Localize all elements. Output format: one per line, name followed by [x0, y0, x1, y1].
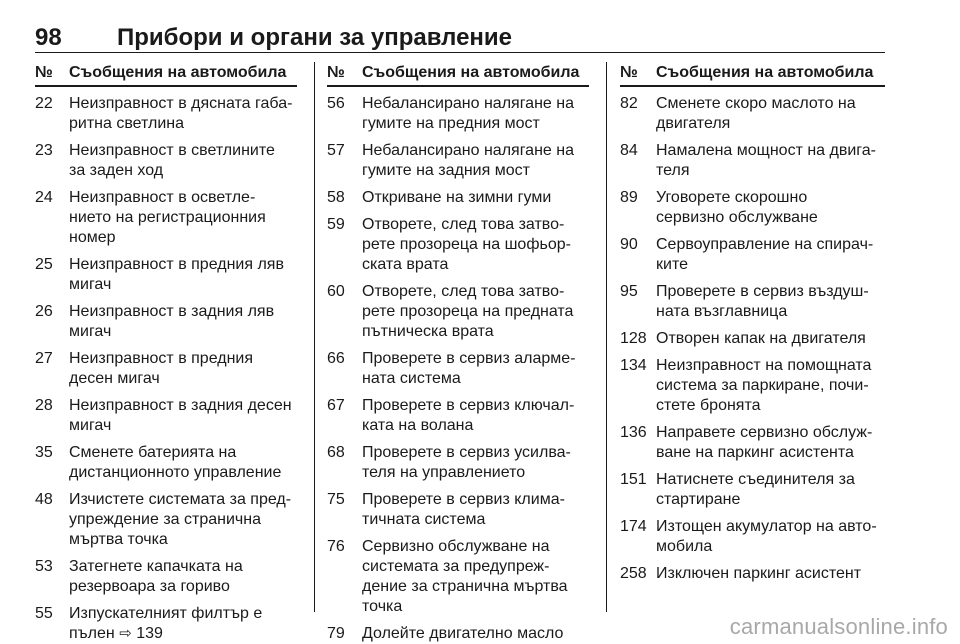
column-divider — [606, 62, 607, 612]
table-row — [35, 557, 297, 597]
page-number: 98 — [35, 24, 62, 51]
table-row — [35, 94, 297, 134]
message-table-column-3 — [620, 62, 885, 584]
table-row — [620, 282, 885, 322]
message-number: 22 — [35, 95, 53, 112]
message-text: Проверете в сервиз ключал- ката на волана — [362, 397, 575, 434]
table-row — [35, 302, 297, 342]
message-number: 151 — [620, 471, 647, 488]
header-title-label: Съобщения на автомобила — [362, 64, 580, 81]
header-title-label: Съобщения на автомобила — [656, 64, 874, 81]
header-number-label: № — [327, 64, 345, 81]
table-row — [35, 188, 297, 248]
message-text: Проверете в сервиз усилва- теля на управлението — [362, 444, 571, 481]
message-number: 90 — [620, 236, 638, 253]
message-text: Долейте двигателно масло — [362, 625, 564, 642]
table-row — [35, 443, 297, 483]
column-divider — [314, 62, 315, 612]
table-row — [620, 329, 885, 349]
message-table-column-2 — [327, 62, 589, 644]
message-number: 28 — [35, 397, 53, 414]
table-row — [620, 235, 885, 275]
message-text: Направете сервизно обслуж- ване на паркинг асистента — [656, 424, 873, 461]
message-text: Изключен паркинг асистент — [656, 565, 862, 582]
message-text: Натиснете съединителя за стартиране — [656, 471, 855, 508]
message-text: Неизправност в задния ляв мигач — [69, 303, 275, 340]
message-number: 68 — [327, 444, 345, 461]
message-text: Сервоуправление на спирач- ките — [656, 236, 874, 273]
message-text: Затегнете капачката на резервоара за гориво — [69, 558, 243, 595]
table-row — [620, 470, 885, 510]
message-text: Неизправност на помощната система за паркиране, почи- стете бронята — [656, 357, 872, 414]
message-number: 24 — [35, 189, 53, 206]
header-title-label: Съобщения на автомобила — [69, 64, 287, 81]
table-row — [327, 215, 589, 275]
message-number: 25 — [35, 256, 53, 273]
message-text: Неизправност в предния ляв мигач — [69, 256, 284, 293]
message-number: 67 — [327, 397, 345, 414]
header-number-label: № — [620, 64, 638, 81]
message-text: Неизправност в задния десен мигач — [69, 397, 292, 434]
message-number: 134 — [620, 357, 647, 374]
message-number: 48 — [35, 491, 53, 508]
message-number: 56 — [327, 95, 345, 112]
message-text: Неизправност в дясната габа- ритна светлина — [69, 95, 293, 132]
message-text: Проверете в сервиз въздуш- ната възглавница — [656, 283, 869, 320]
table-row — [620, 188, 885, 228]
table-header — [35, 62, 297, 87]
table-row — [620, 517, 885, 557]
message-text: Неизправност в осветле- нието на регистрационния номер — [69, 189, 266, 246]
table-row — [327, 94, 589, 134]
message-number: 35 — [35, 444, 53, 461]
message-number: 89 — [620, 189, 638, 206]
message-text: Отворете, след това затво- рете прозореца на шофьор- ската врата — [362, 216, 571, 273]
message-number: 59 — [327, 216, 345, 233]
message-text: Проверете в сервиз аларме- ната система — [362, 350, 576, 387]
message-number: 84 — [620, 142, 638, 159]
header-number-label: № — [35, 64, 53, 81]
page-reference-link[interactable]: 139 — [136, 625, 163, 642]
table-row — [35, 604, 297, 644]
message-text: Изчистете системата за пред- упреждение за странична мъртва точка — [69, 491, 292, 548]
message-number: 128 — [620, 330, 647, 347]
message-text: Небалансирано налягане на гумите на задния мост — [362, 142, 574, 179]
message-number: 57 — [327, 142, 345, 159]
message-number: 26 — [35, 303, 53, 320]
table-row — [327, 537, 589, 617]
message-table-column-1 — [35, 62, 297, 644]
table-row — [327, 141, 589, 181]
message-number: 53 — [35, 558, 53, 575]
message-number: 79 — [327, 625, 345, 642]
table-row — [327, 188, 589, 208]
message-text: Сервизно обслужване на системата за предупреж- дение за странична мъртва точка — [362, 538, 568, 615]
page-title: Прибори и органи за управление — [117, 24, 513, 51]
message-number: 76 — [327, 538, 345, 555]
message-number: 23 — [35, 142, 53, 159]
table-row — [327, 490, 589, 530]
message-text: Изпускателният филтър е пълен — [69, 605, 263, 642]
table-header — [327, 62, 589, 87]
table-row — [35, 490, 297, 550]
message-number: 174 — [620, 518, 647, 535]
message-number: 258 — [620, 565, 647, 582]
message-number: 136 — [620, 424, 647, 441]
message-text: Неизправност в предния десен мигач — [69, 350, 254, 387]
message-number: 66 — [327, 350, 345, 367]
page-header — [35, 22, 885, 53]
message-text: Сменете батерията на дистанционното управление — [69, 444, 282, 481]
table-header — [620, 62, 885, 87]
table-row — [327, 624, 589, 644]
message-number: 60 — [327, 283, 345, 300]
table-row — [35, 255, 297, 295]
table-row — [620, 141, 885, 181]
message-number: 55 — [35, 605, 53, 622]
table-row — [35, 141, 297, 181]
table-row — [327, 396, 589, 436]
message-number: 82 — [620, 95, 638, 112]
table-row — [35, 396, 297, 436]
message-text: Намалена мощност на двига- теля — [656, 142, 876, 179]
message-text: Небалансирано налягане на гумите на предния мост — [362, 95, 574, 132]
table-row — [327, 349, 589, 389]
page-reference-arrow-icon: ⇨ — [119, 625, 132, 642]
table-row — [327, 443, 589, 483]
message-text: Откриване на зимни гуми — [362, 189, 552, 206]
table-row — [620, 356, 885, 416]
message-number: 95 — [620, 283, 638, 300]
table-row — [620, 564, 885, 584]
message-text: Проверете в сервиз клима- тичната система — [362, 491, 565, 528]
message-text: Уговорете скорошно сервизно обслужване — [656, 189, 818, 226]
table-row — [620, 94, 885, 134]
message-text: Сменете скоро маслото на двигателя — [656, 95, 856, 132]
message-number: 27 — [35, 350, 53, 367]
message-number: 58 — [327, 189, 345, 206]
message-text: Отворете, след това затво- рете прозореца на предната пътническа врата — [362, 283, 574, 340]
table-row — [327, 282, 589, 342]
message-number: 75 — [327, 491, 345, 508]
table-row — [35, 349, 297, 389]
watermark: carmanualsonline.info — [729, 614, 948, 639]
table-row — [620, 423, 885, 463]
message-text: Изтощен акумулатор на авто- мобила — [656, 518, 877, 555]
message-text: Отворен капак на двигателя — [656, 330, 866, 347]
message-text: Неизправност в светлините за заден ход — [69, 142, 275, 179]
